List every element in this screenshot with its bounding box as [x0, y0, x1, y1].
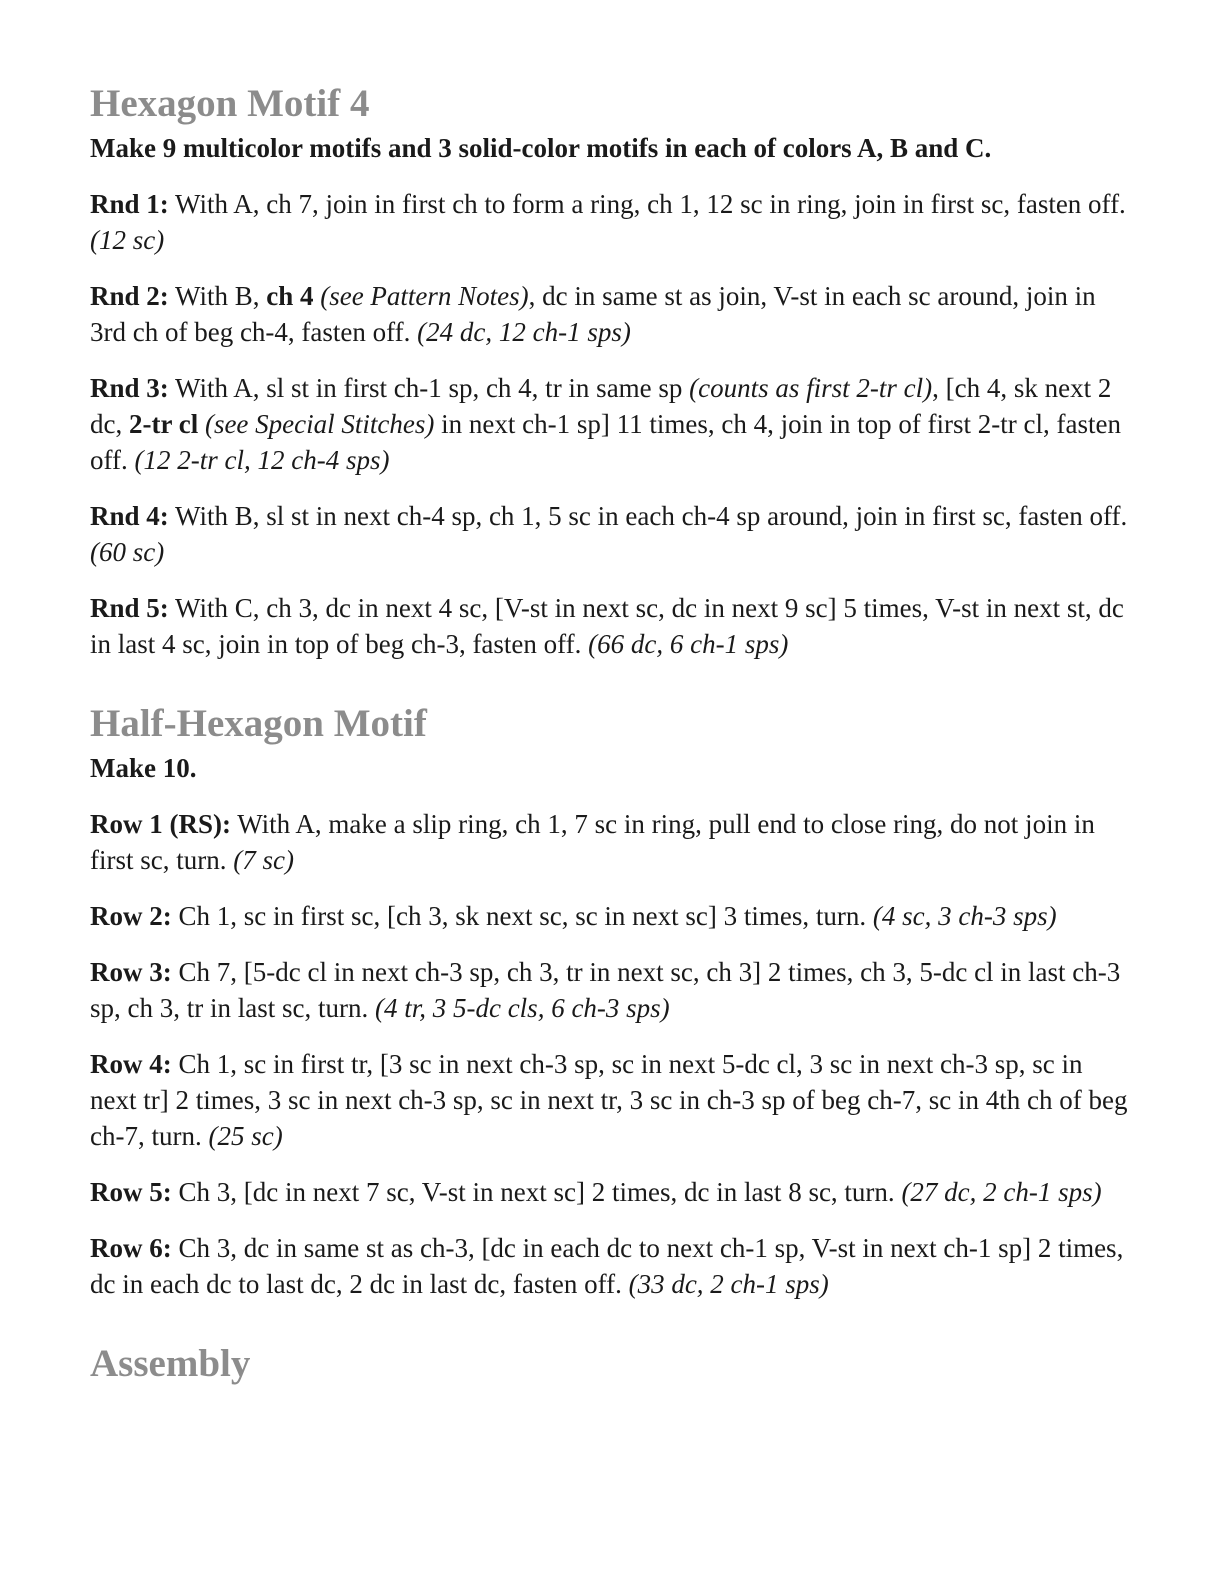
instruction-row-1 [90, 806, 1130, 878]
instruction-label: Row 5: [90, 1177, 172, 1207]
instruction-rnd-3 [90, 370, 1130, 478]
instruction-label: Rnd 4: [90, 501, 169, 531]
instruction-text: , dc in same st as join, V-st in each sc around, join in 3rd ch of beg ch-4, fasten off. [90, 281, 1096, 347]
instruction-label: Row 4: [90, 1049, 172, 1079]
section-title-assembly: Assembly [90, 1342, 251, 1385]
instruction-text: With B, [168, 281, 267, 311]
instruction-text: With A, ch 7, join in first ch to form a ring, ch 1, 12 sc in ring, join in first sc, fasten off. [168, 189, 1126, 219]
instruction-rnd-1 [90, 186, 1130, 258]
section-intro: Make 10. [90, 753, 197, 783]
instruction-term: ch 4 [266, 281, 314, 311]
stitch-count: (12 sc) [90, 225, 165, 255]
section-title-half-hexagon-motif: Half-Hexagon Motif [90, 702, 427, 745]
instruction-text: , [ch 4, sk next 2 dc, [90, 373, 1112, 439]
instruction-text: Ch 1, sc in first sc, [ch 3, sk next sc, sc in next sc] 3 times, turn. [171, 901, 873, 931]
instruction-text: Ch 3, [dc in next 7 sc, V-st in next sc] 2 times, dc in last 8 sc, turn. [171, 1177, 902, 1207]
instruction-text: Ch 3, dc in same st as ch-3, [dc in each dc to next ch-1 sp, V-st in next ch-1 sp] 2 times, dc in each dc to last dc, 2 dc in last dc, fasten off. [90, 1233, 1124, 1299]
instruction-row-5 [90, 1174, 1130, 1210]
instruction-note: (counts as first 2-tr cl) [689, 373, 933, 403]
instruction-term: 2-tr cl [128, 409, 199, 439]
instruction-text [198, 409, 205, 439]
stitch-count: (12 2-tr cl, 12 ch-4 sps) [134, 445, 390, 475]
stitch-count: (66 dc, 6 ch-1 sps) [588, 629, 789, 659]
instruction-text: With A, make a slip ring, ch 1, 7 sc in ring, pull end to close ring, do not join in first sc, turn. [90, 809, 1095, 875]
stitch-count: (60 sc) [90, 537, 165, 567]
instruction-row-6 [90, 1230, 1130, 1302]
instruction-row-3 [90, 954, 1130, 1026]
instruction-text: Ch 1, sc in first tr, [3 sc in next ch-3 sp, sc in next 5-dc cl, 3 sc in next ch-3 sp, sc in next tr] 2 times, 3 sc in next ch-3 sp, sc in next tr, 3 sc in ch-3 sp of beg ch-7, sc in 4th ch of beg ch-7, turn. [90, 1049, 1128, 1151]
instruction-rnd-4 [90, 498, 1130, 570]
stitch-count: (33 dc, 2 ch-1 sps) [628, 1269, 829, 1299]
instruction-label: Row 3: [90, 957, 172, 987]
instruction-text: With A, sl st in first ch-1 sp, ch 4, tr in same sp [168, 373, 690, 403]
section-intro: Make 9 multicolor motifs and 3 solid-color motifs in each of colors A, B and C. [90, 133, 992, 163]
instruction-text: With C, ch 3, dc in next 4 sc, [V-st in next sc, dc in next 9 sc] 5 times, V-st in next st, dc in last 4 sc, join in top of beg ch-3, fasten off. [90, 593, 1124, 659]
instruction-label: Rnd 5: [90, 593, 169, 623]
instruction-text: Ch 7, [5-dc cl in next ch-3 sp, ch 3, tr in next sc, ch 3] 2 times, ch 3, 5-dc cl in last ch-3 sp, ch 3, tr in last sc, turn. [90, 957, 1121, 1023]
stitch-count: (25 sc) [208, 1121, 283, 1151]
stitch-count: (27 dc, 2 ch-1 sps) [901, 1177, 1102, 1207]
stitch-count: (24 dc, 12 ch-1 sps) [417, 317, 631, 347]
section-title-hexagon-motif-4: Hexagon Motif 4 [90, 82, 370, 125]
instruction-label: Row 6: [90, 1233, 172, 1263]
stitch-count: (7 sc) [233, 845, 294, 875]
instruction-label: Rnd 3: [90, 373, 169, 403]
stitch-count: (4 sc, 3 ch-3 sps) [872, 901, 1057, 931]
instruction-text: in next ch-1 sp] 11 times, ch 4, join in top of first 2-tr cl, fasten off. [90, 409, 1121, 475]
instruction-note: (see Special Stitches) [204, 409, 435, 439]
instruction-row-2 [90, 898, 1130, 934]
instruction-label: Rnd 2: [90, 281, 169, 311]
pattern-page [90, 80, 1130, 1388]
instruction-row-4 [90, 1046, 1130, 1154]
instruction-label: Row 1 (RS): [90, 809, 231, 839]
instruction-rnd-5 [90, 590, 1130, 662]
instruction-label: Rnd 1: [90, 189, 169, 219]
instruction-text: With B, sl st in next ch-4 sp, ch 1, 5 sc in each ch-4 sp around, join in first sc, fasten off. [168, 501, 1128, 531]
instruction-note: (see Pattern Notes) [320, 281, 529, 311]
instruction-label: Row 2: [90, 901, 172, 931]
stitch-count: (4 tr, 3 5-dc cls, 6 ch-3 sps) [374, 993, 670, 1023]
instruction-rnd-2 [90, 278, 1130, 350]
